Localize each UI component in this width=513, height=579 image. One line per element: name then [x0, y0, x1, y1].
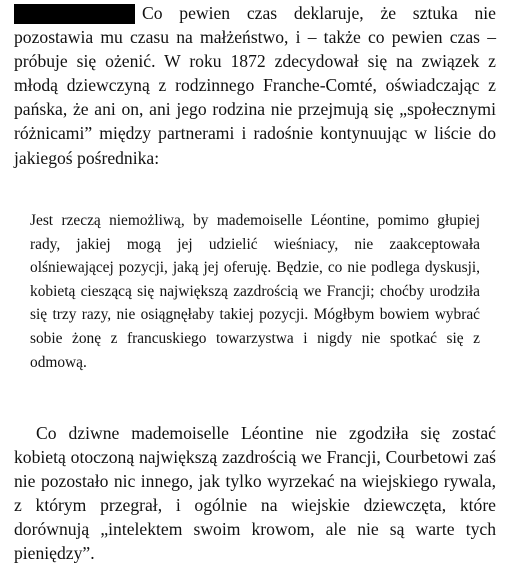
block-quote: Jest rzeczą niemożliwą, by mademoiselle Léontine, pomimo głupiej rady, jakiej mogą jej udzielić wieśniacy, nie zaakceptowała olśniewającej pozycji, jaką jej oferuję. Będzie, co nie podlega dyskusji, kobietą cieszącą się największą zazdrością we Francji; choćby urodziła się trzy razy, nie osiągnęłaby takiej pozycji. Mógłbym bowiem wybrać sobie żonę z francuskiego towarzystwa i nigdy nie spotkać się z odmową. — [30, 212, 480, 371]
body-paragraph-2: Co dziwne mademoiselle Léontine nie zgodziła się zostać kobietą otoczoną największą zazdrością we Francji, Courbetowi zaś nie pozostało nic innego, jak tylko wyrzekać na wiejskiego rywala, z którym przegrał, i ogólnie na wiejskie dziewczęta, które dorównują „intelektem swoim krowom, ale nie są warte tych pieniędzy”. — [14, 423, 496, 564]
body-paragraph-1: Co pewien czas deklaruje, że sztuka nie pozostawia mu czasu na małżeństwo, i – także co pewien czas – próbuje się ożenić. W roku 1872 zdecydował się na związek z młodą dziewczyną z rodzinnego Franche-Comté, oświadczając z pańska, że ani on, ani jego rodzina nie przejmują się „społecznymi różnicami” między partnerami i radośnie kontynuując w liście do jakiegoś pośrednika: — [14, 3, 496, 168]
